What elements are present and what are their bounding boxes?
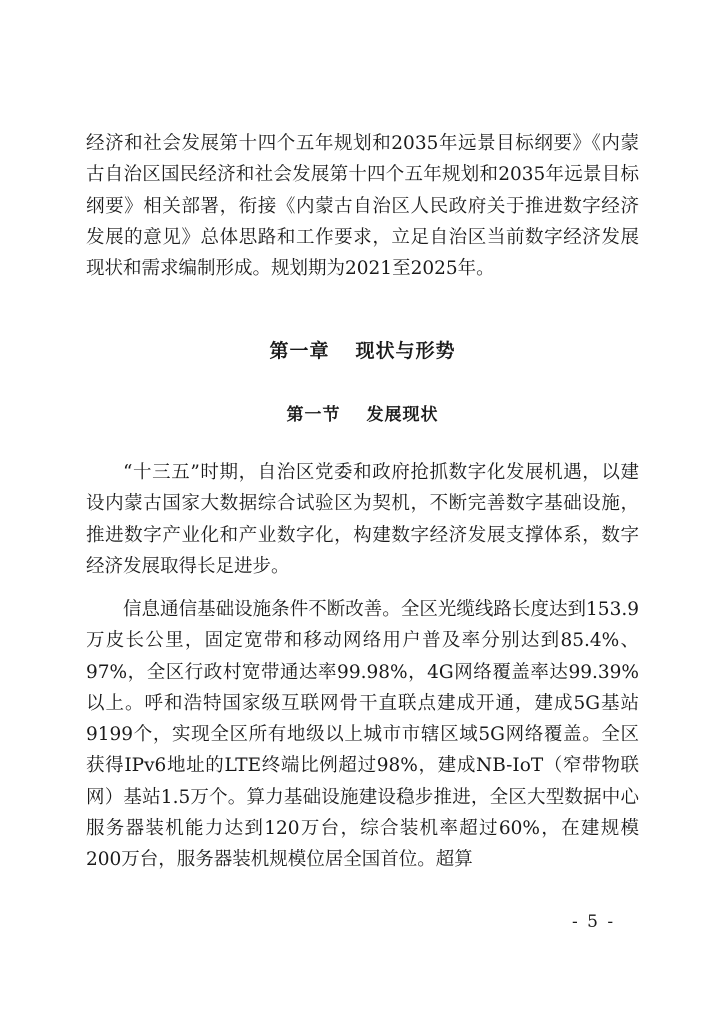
section-number: 第一节 bbox=[286, 405, 341, 425]
chapter-heading bbox=[0, 336, 725, 363]
page-number: - 5 - bbox=[572, 912, 616, 932]
paragraph-overview: “十三五”时期，自治区党委和政府抢抓数字化发展机遇，以建设内蒙古国家大数据综合试验区为契机，不断完善数字基础设施，推进数字产业化和产业数字化，构建数字经济发展支撑体系，数字经济发展取得长足进步。 bbox=[86, 462, 639, 577]
chapter-title: 现状与形势 bbox=[355, 340, 456, 362]
section-heading bbox=[0, 400, 725, 425]
paragraph-intro: 经济和社会发展第十四个五年规划和2035年远景目标纲要》《内蒙古自治区国民经济和社会发展第十四个五年规划和2035年远景目标纲要》相关部署，衔接《内蒙古自治区人民政府关于推进数字经济发展的意见》总体思路和工作要求，立足自治区当前数字经济发展现状和需求编制形成。规划期为2021至2025年。 bbox=[86, 133, 639, 280]
paragraph-infrastructure: 信息通信基础设施条件不断改善。全区光缆线路长度达到153.9万皮长公里，固定宽带和移动网络用户普及率分别达到85.4%、97%，全区行政村宽带通达率99.98%，4G网络覆盖率达99.39%以上。呼和浩特国家级互联网骨干直联点建成开通，建成5G基站9199个，实现全区所有地级以上城市市辖区域5G网络覆盖。全区获得IPv6地址的LTE终端比例超过98%，建成NB-IoT（窄带物联网）基站1.5万个。算力基础设施建设稳步推进，全区大型数据中心服务器装机能力达到120万台，综合装机率超过60%，在建规模200万台，服务器装机规模位居全国首位。超算 bbox=[86, 599, 639, 871]
section-title: 发展现状 bbox=[366, 405, 439, 425]
chapter-number: 第一章 bbox=[269, 340, 330, 362]
